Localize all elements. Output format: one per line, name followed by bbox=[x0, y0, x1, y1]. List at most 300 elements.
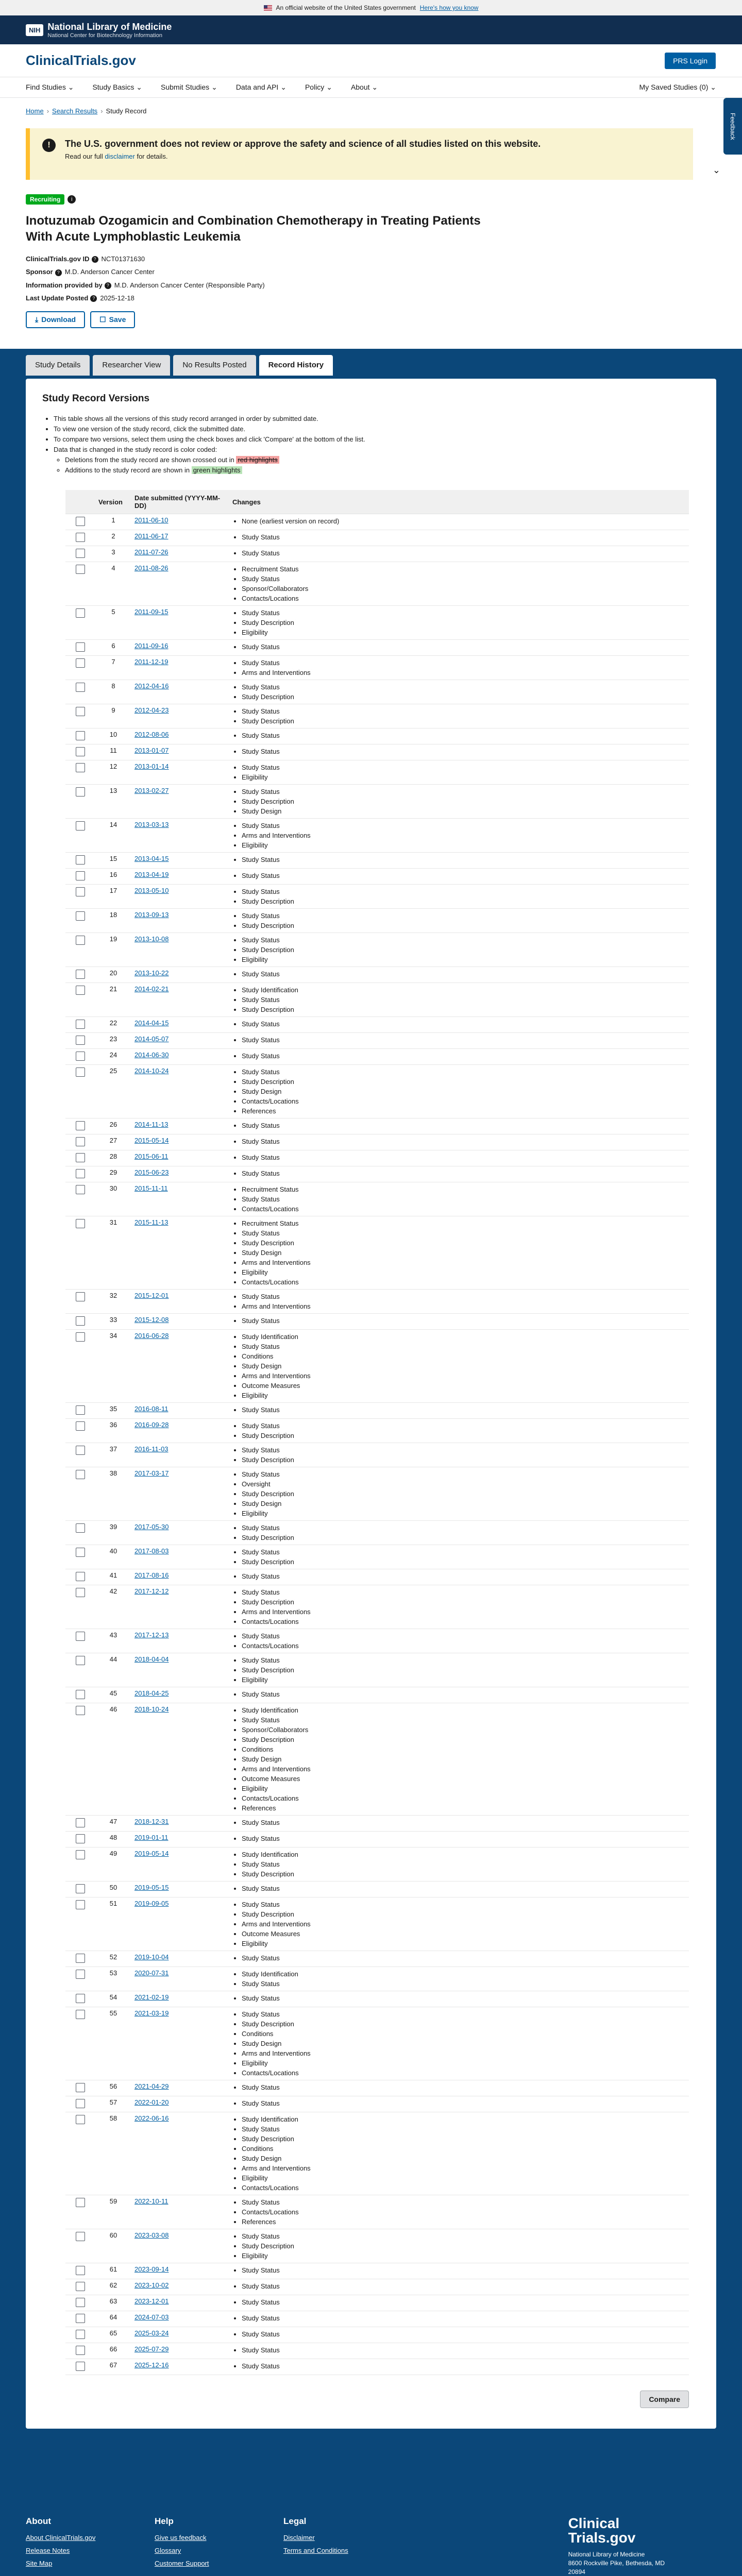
change-item: • Study Status bbox=[242, 1953, 686, 1963]
nav-about[interactable]: About ⌄ bbox=[350, 83, 378, 91]
changes-list bbox=[232, 2009, 686, 2078]
date-cell bbox=[131, 1182, 229, 1216]
version-date-link[interactable]: 2023-09-14 bbox=[134, 2265, 169, 2274]
compare-button[interactable]: Compare bbox=[640, 2391, 689, 2408]
how-you-know-link[interactable]: Here's how you know bbox=[419, 4, 479, 11]
changes-list bbox=[232, 1900, 686, 1948]
alert-text bbox=[65, 152, 541, 160]
version-checkbox[interactable] bbox=[76, 1316, 85, 1326]
change-item: • References bbox=[242, 2217, 686, 2227]
version-date-link[interactable]: 2019-09-05 bbox=[134, 1900, 169, 1908]
version-checkbox[interactable] bbox=[76, 2314, 85, 2323]
change-item: • Eligibility bbox=[242, 2173, 686, 2183]
version-date-link[interactable]: 2017-03-17 bbox=[134, 1469, 169, 1478]
table-row bbox=[65, 1951, 689, 1967]
date-cell bbox=[131, 2229, 229, 2263]
version-checkbox[interactable] bbox=[76, 1219, 85, 1228]
version-date-link[interactable]: 2019-10-04 bbox=[134, 1953, 169, 1961]
clinicaltrials-logo[interactable]: ClinicalTrials.gov bbox=[26, 53, 136, 68]
version-date-link[interactable]: 2012-04-23 bbox=[134, 706, 169, 715]
select-cell bbox=[65, 530, 95, 546]
change-item: • Study Status bbox=[242, 532, 686, 542]
version-checkbox[interactable] bbox=[76, 986, 85, 995]
select-cell bbox=[65, 1314, 95, 1330]
breadcrumb-home[interactable]: Home bbox=[26, 107, 44, 115]
version-checkbox[interactable] bbox=[76, 821, 85, 831]
change-item: • Conditions bbox=[242, 2029, 686, 2039]
version-date-link[interactable]: 2013-03-13 bbox=[134, 821, 169, 829]
change-item: • Study Status bbox=[242, 548, 686, 558]
version-number: 55 bbox=[95, 2007, 131, 2080]
version-number: 30 bbox=[95, 1182, 131, 1216]
changes-cell bbox=[229, 1467, 689, 1521]
version-checkbox[interactable] bbox=[76, 1572, 85, 1581]
select-cell bbox=[65, 1653, 95, 1687]
version-date-link[interactable]: 2011-06-17 bbox=[134, 532, 168, 540]
prs-login-button[interactable]: PRS Login bbox=[664, 52, 716, 70]
changes-cell bbox=[229, 606, 689, 640]
version-checkbox[interactable] bbox=[76, 2232, 85, 2241]
change-item: • Study Status bbox=[242, 1587, 686, 1597]
select-cell bbox=[65, 1629, 95, 1653]
table-row bbox=[65, 1703, 689, 1816]
date-cell bbox=[131, 1951, 229, 1967]
version-checkbox[interactable] bbox=[76, 936, 85, 945]
select-cell bbox=[65, 2311, 95, 2327]
version-checkbox[interactable] bbox=[76, 533, 85, 542]
version-checkbox[interactable] bbox=[76, 565, 85, 574]
version-checkbox[interactable] bbox=[76, 1067, 85, 1077]
status-info-icon[interactable]: i bbox=[68, 195, 76, 204]
help-icon[interactable]: ? bbox=[105, 282, 111, 289]
footer-link[interactable]: Customer Support bbox=[155, 2560, 209, 2568]
version-date-link[interactable]: 2022-01-20 bbox=[134, 2098, 169, 2107]
feedback-side-tab[interactable]: Feedback bbox=[723, 98, 742, 155]
footer-logo[interactable] bbox=[568, 2516, 665, 2545]
tab-study-details[interactable]: Study Details bbox=[26, 355, 90, 376]
changes-list bbox=[232, 887, 686, 906]
footer-link[interactable]: Disclaimer bbox=[283, 2534, 315, 2542]
change-item: • Outcome Measures bbox=[242, 1774, 686, 1784]
change-item: • Study Status bbox=[242, 855, 686, 865]
change-item: • Arms and Interventions bbox=[242, 1258, 686, 1267]
versions-body bbox=[65, 514, 689, 2375]
table-row bbox=[65, 967, 689, 983]
change-item: • Study Status bbox=[242, 2197, 686, 2207]
version-checkbox[interactable] bbox=[76, 1169, 85, 1178]
version-checkbox[interactable] bbox=[76, 1052, 85, 1061]
version-checkbox[interactable] bbox=[76, 2362, 85, 2371]
version-date-link[interactable]: 2014-05-07 bbox=[134, 1035, 169, 1043]
change-item: • Study Status bbox=[242, 1547, 686, 1557]
version-checkbox[interactable] bbox=[76, 2266, 85, 2275]
date-cell bbox=[131, 2080, 229, 2096]
version-checkbox[interactable] bbox=[76, 1850, 85, 1859]
change-item: • Outcome Measures bbox=[242, 1381, 686, 1391]
version-date-link[interactable]: 2022-06-16 bbox=[134, 2114, 169, 2123]
instruction-item bbox=[54, 445, 700, 476]
history-heading: Study Record Versions bbox=[42, 393, 150, 404]
version-checkbox[interactable] bbox=[76, 1470, 85, 1479]
version-number: 14 bbox=[95, 819, 131, 853]
change-item: • Contacts/Locations bbox=[242, 1793, 686, 1803]
breadcrumb-current: Study Record bbox=[106, 107, 147, 115]
tab-researcher-view[interactable]: Researcher View bbox=[93, 355, 170, 376]
footer-link[interactable]: Terms and Conditions bbox=[283, 2547, 348, 2555]
version-date-link[interactable]: 2013-09-13 bbox=[134, 911, 169, 919]
version-date-link[interactable]: 2011-12-19 bbox=[134, 658, 168, 666]
version-checkbox[interactable] bbox=[76, 970, 85, 979]
changes-cell bbox=[229, 1216, 689, 1290]
version-date-link[interactable]: 2015-12-01 bbox=[134, 1292, 169, 1300]
select-cell bbox=[65, 514, 95, 530]
select-cell bbox=[65, 2279, 95, 2295]
version-date-link[interactable]: 2023-12-01 bbox=[134, 2297, 169, 2306]
footer-link[interactable]: Release Notes bbox=[26, 2547, 70, 2555]
change-item: • Eligibility bbox=[242, 1267, 686, 1277]
change-item: • Study Status bbox=[242, 995, 686, 1005]
changes-cell bbox=[229, 1403, 689, 1419]
version-checkbox[interactable] bbox=[76, 2083, 85, 2092]
change-item: • Study Description bbox=[242, 1533, 686, 1543]
version-date-link[interactable]: 2012-04-16 bbox=[134, 682, 169, 690]
download-icon: ⤓ bbox=[35, 315, 39, 324]
table-row bbox=[65, 1314, 689, 1330]
nav-label: About bbox=[350, 83, 370, 91]
version-checkbox[interactable] bbox=[76, 1036, 85, 1045]
version-checkbox[interactable] bbox=[76, 1884, 85, 1893]
version-date-link[interactable]: 2017-12-13 bbox=[134, 1631, 169, 1639]
select-cell bbox=[65, 1585, 95, 1629]
version-checkbox[interactable] bbox=[76, 855, 85, 865]
version-date-link[interactable]: 2015-11-11 bbox=[134, 1184, 168, 1193]
version-checkbox[interactable] bbox=[76, 2330, 85, 2339]
version-checkbox[interactable] bbox=[76, 549, 85, 558]
date-cell bbox=[131, 1569, 229, 1585]
version-checkbox[interactable] bbox=[76, 1706, 85, 1715]
version-date-link[interactable]: 2016-09-28 bbox=[134, 1421, 169, 1429]
version-checkbox[interactable] bbox=[76, 1548, 85, 1557]
version-checkbox[interactable] bbox=[76, 747, 85, 756]
version-date-link[interactable]: 2011-06-10 bbox=[134, 516, 168, 524]
version-checkbox[interactable] bbox=[76, 642, 85, 652]
table-row bbox=[65, 2327, 689, 2343]
nlm-logo[interactable] bbox=[26, 22, 172, 39]
select-cell bbox=[65, 2112, 95, 2195]
change-item: • Study Description bbox=[242, 1909, 686, 1919]
version-checkbox[interactable] bbox=[76, 1446, 85, 1455]
version-date-link[interactable]: 2011-09-16 bbox=[134, 642, 168, 650]
save-button[interactable] bbox=[90, 311, 135, 328]
change-item: • Sponsor/Collaborators bbox=[242, 584, 686, 594]
select-cell bbox=[65, 1134, 95, 1150]
version-checkbox[interactable] bbox=[76, 2346, 85, 2355]
version-date-link[interactable]: 2025-12-16 bbox=[134, 2361, 169, 2369]
change-item: • Contacts/Locations bbox=[242, 1617, 686, 1626]
select-cell bbox=[65, 885, 95, 909]
address-line: 8600 Rockville Pike, Bethesda, MD bbox=[568, 2560, 665, 2567]
alert-text-after: for details. bbox=[134, 152, 168, 160]
version-checkbox[interactable] bbox=[76, 2282, 85, 2291]
version-number: 37 bbox=[95, 1443, 131, 1467]
version-date-link[interactable]: 2021-02-19 bbox=[134, 1993, 169, 2002]
version-date-link[interactable]: 2014-11-13 bbox=[134, 1121, 168, 1129]
footer-address bbox=[568, 2550, 665, 2576]
version-date-link[interactable]: 2019-05-14 bbox=[134, 1850, 169, 1858]
breadcrumb-search-results[interactable]: Search Results bbox=[52, 107, 98, 115]
version-date-link[interactable]: 2021-04-29 bbox=[134, 2082, 169, 2091]
version-number: 48 bbox=[95, 1832, 131, 1848]
table-row bbox=[65, 2007, 689, 2080]
change-item: • Study Status bbox=[242, 2098, 686, 2108]
version-number: 33 bbox=[95, 1314, 131, 1330]
version-checkbox[interactable] bbox=[76, 731, 85, 740]
version-checkbox[interactable] bbox=[76, 658, 85, 668]
version-checkbox[interactable] bbox=[76, 1818, 85, 1827]
breadcrumb-separator: › bbox=[46, 107, 49, 115]
version-checkbox[interactable] bbox=[76, 1020, 85, 1029]
version-date-link[interactable]: 2015-12-08 bbox=[134, 1316, 169, 1324]
footer-link[interactable]: About ClinicalTrials.gov bbox=[26, 2534, 96, 2542]
version-date-link[interactable]: 2013-04-19 bbox=[134, 871, 169, 879]
version-checkbox[interactable] bbox=[76, 887, 85, 896]
version-date-link[interactable]: 2011-07-26 bbox=[134, 548, 168, 556]
version-date-link[interactable]: 2019-01-11 bbox=[134, 1834, 168, 1842]
version-checkbox[interactable] bbox=[76, 707, 85, 716]
footer-help bbox=[155, 2516, 283, 2576]
download-button[interactable] bbox=[26, 311, 85, 328]
change-item: • Study Status bbox=[242, 787, 686, 796]
select-cell bbox=[65, 1216, 95, 1290]
version-checkbox[interactable] bbox=[76, 1994, 85, 2003]
version-date-link[interactable]: 2015-06-11 bbox=[134, 1153, 168, 1161]
changes-list bbox=[232, 1631, 686, 1651]
version-checkbox[interactable] bbox=[76, 1970, 85, 1979]
footer-link[interactable]: Give us feedback bbox=[155, 2534, 207, 2542]
tab-record-history[interactable]: Record History bbox=[259, 355, 333, 376]
version-number: 1 bbox=[95, 514, 131, 530]
version-date-link[interactable]: 2015-06-23 bbox=[134, 1168, 169, 1177]
changes-cell bbox=[229, 2195, 689, 2229]
footer-link[interactable]: Site Map bbox=[26, 2560, 53, 2568]
version-date-link[interactable]: 2015-11-13 bbox=[134, 1218, 168, 1227]
select-cell bbox=[65, 2263, 95, 2279]
changes-list bbox=[232, 642, 686, 652]
select-cell bbox=[65, 1403, 95, 1419]
expand-chevron-icon[interactable]: ⌄ bbox=[712, 165, 720, 175]
change-item: • Study Status bbox=[242, 1051, 686, 1061]
change-item: • Conditions bbox=[242, 2144, 686, 2154]
version-checkbox[interactable] bbox=[76, 1834, 85, 1843]
table-row bbox=[65, 1569, 689, 1585]
date-cell bbox=[131, 2112, 229, 2195]
change-item: • Study Description bbox=[242, 1005, 686, 1014]
version-date-link[interactable]: 2018-04-25 bbox=[134, 1689, 169, 1698]
version-checkbox[interactable] bbox=[76, 1588, 85, 1597]
version-date-link[interactable]: 2013-05-10 bbox=[134, 887, 169, 895]
version-number: 9 bbox=[95, 704, 131, 728]
change-item: • Recruitment Status bbox=[242, 1218, 686, 1228]
version-date-link[interactable]: 2016-11-03 bbox=[134, 1445, 168, 1453]
changes-list bbox=[232, 1121, 686, 1130]
change-item: • Eligibility bbox=[242, 628, 686, 637]
version-checkbox[interactable] bbox=[76, 1900, 85, 1909]
version-checkbox[interactable] bbox=[76, 2010, 85, 2019]
version-date-link[interactable]: 2013-10-22 bbox=[134, 969, 169, 977]
version-date-link[interactable]: 2022-10-11 bbox=[134, 2197, 168, 2206]
footer-main bbox=[0, 2501, 742, 2576]
nav-find-studies[interactable]: Find Studies ⌄ bbox=[26, 83, 74, 91]
version-date-link[interactable]: 2013-04-15 bbox=[134, 855, 169, 863]
breadcrumb bbox=[0, 98, 742, 115]
changes-cell bbox=[229, 1629, 689, 1653]
date-cell bbox=[131, 1653, 229, 1687]
change-item: • Study Status bbox=[242, 706, 686, 716]
version-date-link[interactable]: 2021-03-19 bbox=[134, 2009, 169, 2018]
version-date-link[interactable]: 2023-10-02 bbox=[134, 2281, 169, 2290]
date-cell bbox=[131, 819, 229, 853]
version-date-link[interactable]: 2023-03-08 bbox=[134, 2231, 169, 2240]
version-date-link[interactable]: 2011-09-15 bbox=[134, 608, 168, 616]
changes-cell bbox=[229, 909, 689, 933]
change-item: • Study Status bbox=[242, 1993, 686, 2003]
nav-label: Submit Studies bbox=[161, 83, 210, 91]
version-checkbox[interactable] bbox=[76, 1292, 85, 1301]
version-date-link[interactable]: 2019-05-15 bbox=[134, 1884, 169, 1892]
my-saved-studies[interactable]: My Saved Studies (0) ⌄ bbox=[639, 83, 716, 91]
version-checkbox[interactable] bbox=[76, 1332, 85, 1342]
version-number: 11 bbox=[95, 744, 131, 760]
footer-link[interactable]: Glossary bbox=[155, 2547, 181, 2555]
help-icon[interactable]: ? bbox=[92, 256, 98, 263]
date-cell bbox=[131, 1882, 229, 1897]
col-version: Version bbox=[95, 490, 131, 514]
table-row bbox=[65, 1882, 689, 1897]
change-item: • Conditions bbox=[242, 1351, 686, 1361]
table-row bbox=[65, 530, 689, 546]
changes-list bbox=[232, 1834, 686, 1843]
date-cell bbox=[131, 1991, 229, 2007]
version-checkbox[interactable] bbox=[76, 683, 85, 692]
version-checkbox[interactable] bbox=[76, 1954, 85, 1963]
help-icon[interactable]: ? bbox=[55, 269, 62, 276]
version-checkbox[interactable] bbox=[76, 1523, 85, 1533]
version-checkbox[interactable] bbox=[76, 911, 85, 921]
saved-label: My Saved Studies (0) bbox=[639, 83, 709, 91]
change-item: • Study Status bbox=[242, 969, 686, 979]
version-date-link[interactable]: 2018-12-31 bbox=[134, 1818, 169, 1826]
version-date-link[interactable]: 2025-03-24 bbox=[134, 2329, 169, 2337]
change-item: • Study Status bbox=[242, 2281, 686, 2291]
version-date-link[interactable]: 2014-06-30 bbox=[134, 1051, 169, 1059]
changes-list bbox=[232, 762, 686, 782]
changes-cell bbox=[229, 785, 689, 819]
version-date-link[interactable]: 2013-10-08 bbox=[134, 935, 169, 943]
nav-study-basics[interactable]: Study Basics ⌄ bbox=[92, 83, 143, 91]
version-date-link[interactable]: 2018-10-24 bbox=[134, 1705, 169, 1714]
version-date-link[interactable]: 2024-07-03 bbox=[134, 2313, 169, 2321]
table-row bbox=[65, 606, 689, 640]
study-header bbox=[0, 180, 742, 328]
table-row bbox=[65, 1521, 689, 1545]
version-date-link[interactable]: 2016-08-11 bbox=[134, 1405, 168, 1413]
change-item: • Study Status bbox=[242, 1194, 686, 1204]
change-item: • Study Description bbox=[242, 692, 686, 702]
version-checkbox[interactable] bbox=[76, 763, 85, 772]
version-checkbox[interactable] bbox=[76, 2198, 85, 2207]
version-checkbox[interactable] bbox=[76, 1421, 85, 1431]
version-checkbox[interactable] bbox=[76, 1656, 85, 1665]
version-date-link[interactable]: 2013-01-07 bbox=[134, 747, 169, 755]
content-band bbox=[0, 376, 742, 2501]
version-checkbox[interactable] bbox=[76, 1137, 85, 1146]
version-checkbox[interactable] bbox=[76, 1690, 85, 1699]
version-date-link[interactable]: 2013-02-27 bbox=[134, 787, 169, 795]
version-date-link[interactable]: 2015-05-14 bbox=[134, 1137, 169, 1145]
version-checkbox[interactable] bbox=[76, 517, 85, 526]
version-checkbox[interactable] bbox=[76, 1185, 85, 1194]
version-date-link[interactable]: 2017-12-12 bbox=[134, 1587, 169, 1596]
version-checkbox[interactable] bbox=[76, 2115, 85, 2124]
version-checkbox[interactable] bbox=[76, 2298, 85, 2307]
version-date-link[interactable]: 2011-08-26 bbox=[134, 564, 168, 572]
date-cell bbox=[131, 983, 229, 1017]
version-date-link[interactable]: 2017-08-16 bbox=[134, 1571, 169, 1580]
table-row bbox=[65, 514, 689, 530]
version-date-link[interactable]: 2017-08-03 bbox=[134, 1547, 169, 1555]
version-date-link[interactable]: 2014-10-24 bbox=[134, 1067, 169, 1075]
version-date-link[interactable]: 2013-01-14 bbox=[134, 762, 169, 771]
version-checkbox[interactable] bbox=[76, 608, 85, 618]
version-checkbox[interactable] bbox=[76, 871, 85, 880]
version-date-link[interactable]: 2014-02-21 bbox=[134, 985, 169, 993]
version-number: 8 bbox=[95, 680, 131, 704]
changes-cell bbox=[229, 2279, 689, 2295]
change-item: • Study Description bbox=[242, 796, 686, 806]
version-date-link[interactable]: 2016-06-28 bbox=[134, 1332, 169, 1340]
version-checkbox[interactable] bbox=[76, 1405, 85, 1415]
version-number: 28 bbox=[95, 1150, 131, 1166]
nav-data-api[interactable]: Data and API ⌄ bbox=[235, 83, 286, 91]
version-checkbox[interactable] bbox=[76, 787, 85, 796]
change-item: • Study Status bbox=[242, 2009, 686, 2019]
change-item: • Study Status bbox=[242, 1900, 686, 1909]
changes-list bbox=[232, 1547, 686, 1567]
nav-policy[interactable]: Policy ⌄ bbox=[305, 83, 332, 91]
version-checkbox[interactable] bbox=[76, 1632, 85, 1641]
tab-no-results-posted[interactable]: No Results Posted bbox=[173, 355, 256, 376]
change-item: • Contacts/Locations bbox=[242, 594, 686, 603]
version-checkbox[interactable] bbox=[76, 2099, 85, 2108]
changes-list bbox=[232, 1953, 686, 1963]
version-date-link[interactable]: 2018-04-04 bbox=[134, 1655, 169, 1664]
version-date-link[interactable]: 2014-04-15 bbox=[134, 1019, 169, 1027]
version-date-link[interactable]: 2017-05-30 bbox=[134, 1523, 169, 1531]
version-checkbox[interactable] bbox=[76, 1121, 85, 1130]
version-date-link[interactable]: 2012-08-06 bbox=[134, 731, 169, 739]
changes-cell bbox=[229, 2343, 689, 2359]
version-date-link[interactable]: 2020-07-31 bbox=[134, 1969, 169, 1977]
version-number: 42 bbox=[95, 1585, 131, 1629]
version-number: 52 bbox=[95, 1951, 131, 1967]
version-date-link[interactable]: 2025-07-29 bbox=[134, 2345, 169, 2353]
date-cell bbox=[131, 1290, 229, 1314]
version-number: 62 bbox=[95, 2279, 131, 2295]
nav-submit-studies[interactable]: Submit Studies ⌄ bbox=[161, 83, 217, 91]
help-icon[interactable]: ? bbox=[90, 295, 97, 302]
disclaimer-link[interactable]: disclaimer bbox=[105, 152, 135, 160]
version-checkbox[interactable] bbox=[76, 1153, 85, 1162]
